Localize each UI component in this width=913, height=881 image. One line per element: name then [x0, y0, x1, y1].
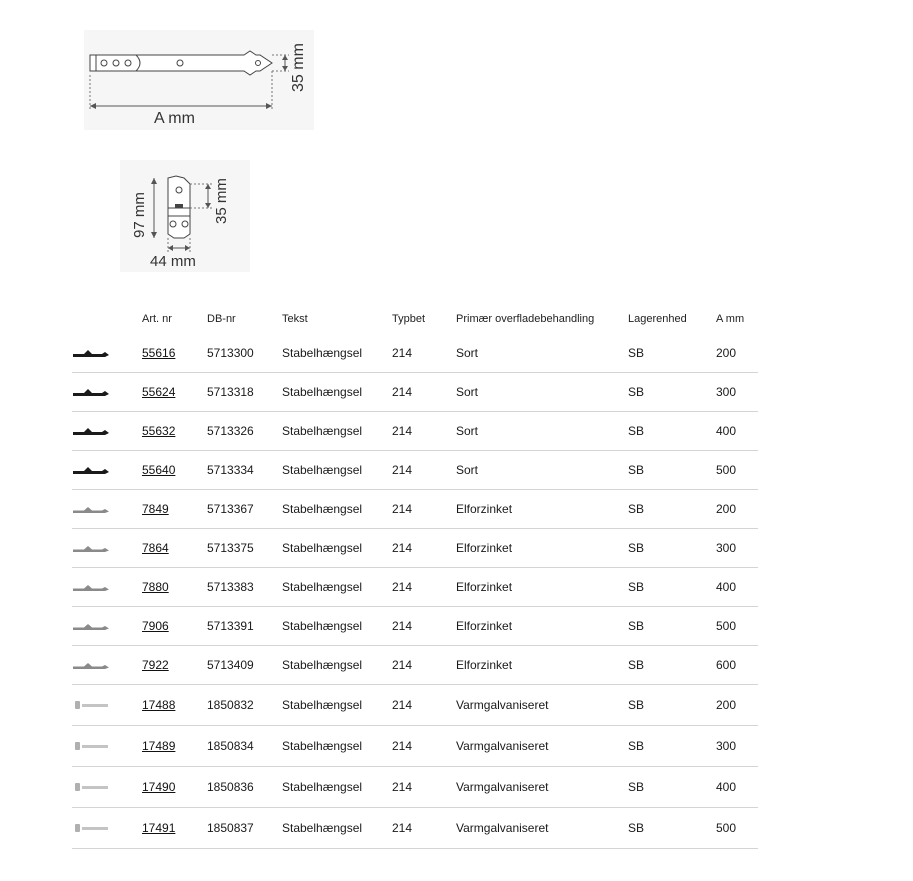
- article-link[interactable]: 17489: [142, 739, 176, 753]
- tekst-cell: Stabelhængsel: [282, 529, 392, 568]
- db-nr-cell: 5713375: [207, 529, 282, 568]
- overflade-cell: Elforzinket: [456, 568, 628, 607]
- typbet-cell: 214: [392, 412, 456, 451]
- table-row: [72, 373, 758, 412]
- article-link[interactable]: 17491: [142, 821, 176, 835]
- product-table: [72, 304, 758, 849]
- lagerenhed-cell: SB: [628, 808, 716, 849]
- table-row: [72, 646, 758, 685]
- typbet-cell: 214: [392, 568, 456, 607]
- overflade-cell: Sort: [456, 451, 628, 490]
- silver-hinge-icon: [72, 504, 142, 514]
- thumb-cell: [72, 334, 142, 373]
- tekst-cell: Stabelhængsel: [282, 685, 392, 726]
- tekst-cell: Stabelhængsel: [282, 808, 392, 849]
- lagerenhed-cell: SB: [628, 412, 716, 451]
- article-link[interactable]: 7849: [142, 502, 169, 516]
- article-link[interactable]: 17488: [142, 698, 176, 712]
- a-mm-cell: 500: [716, 451, 758, 490]
- typbet-cell: 214: [392, 646, 456, 685]
- tekst-cell: Stabelhængsel: [282, 412, 392, 451]
- db-nr-cell: 1850837: [207, 808, 282, 849]
- article-link[interactable]: 55632: [142, 424, 176, 438]
- table-header-row: [72, 304, 758, 334]
- typbet-cell: 214: [392, 334, 456, 373]
- width-label: 44 mm: [150, 253, 196, 270]
- table-row: [72, 568, 758, 607]
- typbet-cell: 214: [392, 607, 456, 646]
- silver-hinge-icon: [72, 660, 142, 670]
- overflade-cell: Varmgalvaniseret: [456, 767, 628, 808]
- typbet-cell: 214: [392, 529, 456, 568]
- lagerenhed-cell: SB: [628, 646, 716, 685]
- black-hinge-icon: [72, 387, 142, 397]
- lagerenhed-cell: SB: [628, 451, 716, 490]
- lagerenhed-cell: SB: [628, 568, 716, 607]
- art-nr-cell: [142, 451, 207, 490]
- tekst-header: Tekst: [282, 313, 308, 325]
- db-nr-header: DB-nr: [207, 313, 236, 325]
- article-link[interactable]: 17490: [142, 780, 176, 794]
- table-row: [72, 412, 758, 451]
- galvanized-hinge-icon: [72, 822, 142, 834]
- black-hinge-icon: [72, 426, 142, 436]
- typbet-cell: 214: [392, 685, 456, 726]
- overflade-cell: Varmgalvaniseret: [456, 685, 628, 726]
- tekst-cell: Stabelhængsel: [282, 726, 392, 767]
- silver-hinge-icon: [72, 582, 142, 592]
- db-nr-cell: 5713391: [207, 607, 282, 646]
- db-nr-cell: 1850832: [207, 685, 282, 726]
- overflade-cell: Elforzinket: [456, 529, 628, 568]
- a-mm-cell: 300: [716, 726, 758, 767]
- overflade-cell: Sort: [456, 373, 628, 412]
- overflade-cell: Elforzinket: [456, 607, 628, 646]
- lagerenhed-cell: SB: [628, 373, 716, 412]
- db-nr-cell: 5713326: [207, 412, 282, 451]
- db-nr-cell: 5713409: [207, 646, 282, 685]
- article-link[interactable]: 7906: [142, 619, 169, 633]
- side-view-drawing: [84, 30, 314, 130]
- thumb-cell: [72, 685, 142, 726]
- art-nr-cell: [142, 373, 207, 412]
- lagerenhed-cell: SB: [628, 767, 716, 808]
- length-label: A mm: [154, 110, 195, 127]
- table-row: [72, 334, 758, 373]
- art-nr-cell: [142, 568, 207, 607]
- lagerenhed-cell: SB: [628, 607, 716, 646]
- tekst-cell: Stabelhængsel: [282, 646, 392, 685]
- art-nr-cell: [142, 607, 207, 646]
- table-row: [72, 529, 758, 568]
- typbet-cell: 214: [392, 767, 456, 808]
- db-nr-cell: 5713367: [207, 490, 282, 529]
- article-link[interactable]: 55616: [142, 346, 176, 360]
- tekst-cell: Stabelhængsel: [282, 607, 392, 646]
- art-nr-header: Art. nr: [142, 313, 172, 325]
- art-nr-cell: [142, 529, 207, 568]
- a-mm-cell: 400: [716, 568, 758, 607]
- galvanized-hinge-icon: [72, 699, 142, 711]
- overflade-cell: Sort: [456, 334, 628, 373]
- article-link[interactable]: 55640: [142, 463, 176, 477]
- db-nr-cell: 5713318: [207, 373, 282, 412]
- a-mm-cell: 200: [716, 490, 758, 529]
- table-row: [72, 767, 758, 808]
- db-nr-cell: 1850834: [207, 726, 282, 767]
- tekst-cell: Stabelhængsel: [282, 568, 392, 607]
- thumb-cell: [72, 529, 142, 568]
- thumb-cell: [72, 607, 142, 646]
- lagerenhed-cell: SB: [628, 685, 716, 726]
- art-nr-cell: [142, 490, 207, 529]
- thumb-cell: [72, 767, 142, 808]
- galvanized-hinge-icon: [72, 781, 142, 793]
- table-row: [72, 451, 758, 490]
- lagerenhed-cell: SB: [628, 334, 716, 373]
- typbet-cell: 214: [392, 373, 456, 412]
- a-mm-cell: 500: [716, 808, 758, 849]
- art-nr-cell: [142, 685, 207, 726]
- height-label: 35 mm: [290, 43, 307, 92]
- lagerenhed-cell: SB: [628, 726, 716, 767]
- thumb-cell: [72, 808, 142, 849]
- typbet-cell: 214: [392, 726, 456, 767]
- lagerenhed-cell: SB: [628, 490, 716, 529]
- art-nr-cell: [142, 412, 207, 451]
- thumb-cell: [72, 412, 142, 451]
- front-view-drawing: [120, 160, 250, 272]
- tekst-cell: Stabelhængsel: [282, 767, 392, 808]
- article-link[interactable]: 7864: [142, 541, 169, 555]
- a-mm-cell: 600: [716, 646, 758, 685]
- total-height-label: 97 mm: [131, 192, 148, 238]
- typbet-cell: 214: [392, 451, 456, 490]
- black-hinge-icon: [72, 465, 142, 475]
- a-mm-cell: 400: [716, 767, 758, 808]
- lagerenhed-cell: SB: [628, 529, 716, 568]
- art-nr-cell: [142, 808, 207, 849]
- tekst-cell: Stabelhængsel: [282, 451, 392, 490]
- a-mm-cell: 300: [716, 529, 758, 568]
- overflade-cell: Varmgalvaniseret: [456, 808, 628, 849]
- tekst-cell: Stabelhængsel: [282, 373, 392, 412]
- table-row: [72, 726, 758, 767]
- db-nr-cell: 5713383: [207, 568, 282, 607]
- tekst-cell: Stabelhængsel: [282, 334, 392, 373]
- a-mm-cell: 500: [716, 607, 758, 646]
- a-mm-cell: 200: [716, 685, 758, 726]
- galvanized-hinge-icon: [72, 740, 142, 752]
- silver-hinge-icon: [72, 543, 142, 553]
- art-nr-cell: [142, 726, 207, 767]
- a-mm-cell: 300: [716, 373, 758, 412]
- thumb-cell: [72, 373, 142, 412]
- thumb-cell: [72, 490, 142, 529]
- a-mm-cell: 200: [716, 334, 758, 373]
- overflade-cell: Sort: [456, 412, 628, 451]
- lagerenhed-header: Lagerenhed: [628, 313, 687, 325]
- black-hinge-icon: [72, 348, 142, 358]
- thumb-cell: [72, 646, 142, 685]
- article-link[interactable]: 55624: [142, 385, 176, 399]
- overflade-cell: Varmgalvaniseret: [456, 726, 628, 767]
- tekst-cell: Stabelhængsel: [282, 490, 392, 529]
- art-nr-cell: [142, 334, 207, 373]
- art-nr-cell: [142, 767, 207, 808]
- thumb-cell: [72, 726, 142, 767]
- db-nr-cell: 5713334: [207, 451, 282, 490]
- table-row: [72, 490, 758, 529]
- table-row: [72, 685, 758, 726]
- overflade-cell: Elforzinket: [456, 490, 628, 529]
- a-mm-cell: 400: [716, 412, 758, 451]
- overflade-header: Primær overfladebehandling: [456, 313, 595, 325]
- part-height-label: 35 mm: [213, 178, 230, 224]
- a-mm-header: A mm: [716, 313, 745, 325]
- art-nr-cell: [142, 646, 207, 685]
- article-link[interactable]: 7880: [142, 580, 169, 594]
- thumb-header: [72, 304, 142, 334]
- typbet-cell: 214: [392, 490, 456, 529]
- article-link[interactable]: 7922: [142, 658, 169, 672]
- thumb-cell: [72, 451, 142, 490]
- typbet-cell: 214: [392, 808, 456, 849]
- thumb-cell: [72, 568, 142, 607]
- table-row: [72, 607, 758, 646]
- overflade-cell: Elforzinket: [456, 646, 628, 685]
- table-row: [72, 808, 758, 849]
- silver-hinge-icon: [72, 621, 142, 631]
- db-nr-cell: 1850836: [207, 767, 282, 808]
- typbet-header: Typbet: [392, 313, 426, 325]
- db-nr-cell: 5713300: [207, 334, 282, 373]
